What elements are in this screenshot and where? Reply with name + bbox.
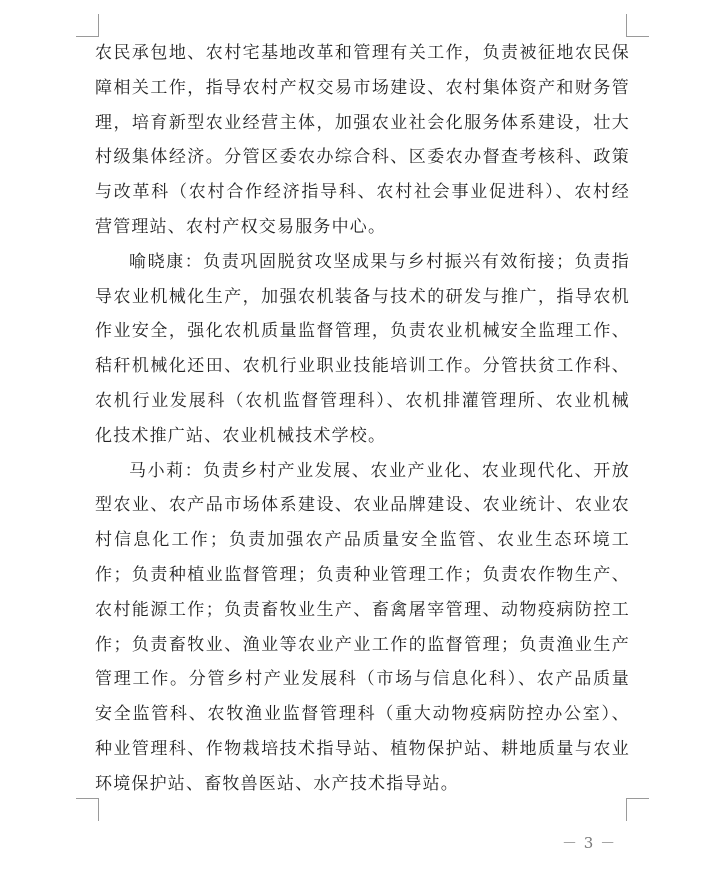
paragraph-ma-xiaoli: 马小莉：负责乡村产业发展、农业产业化、农业现代化、开放型农业、农产品市场体系建设、农业品牌建设、农业统计、农业农村信息化工作；负责加强农产品质量安全监管、农业生态环境工作；负责种植业监督管理；负责种业管理工作；负责农作物生产、农村能源工作；负责畜牧业生产、畜禽屠宰管理、动物疫病防控工作；负责畜牧业、渔业等农业产业工作的监督管理；负责渔业生产管理工作。分管乡村产业发展科（市场与信息化科）、农产品质量安全监管科、农牧渔业监督管理科（重大动物疫病防控办公室）、种业管理科、作物栽培技术指导站、植物保护站、耕地质量与农业环境保护站、畜牧兽医站、水产技术指导站。 [95, 460, 630, 794]
paragraph-yu-xiaokang: 喻晓康：负责巩固脱贫攻坚成果与乡村振兴有效衔接；负责指导农业机械化生产，加强农机装备与技术的研发与推广，指导农机作业安全，强化农机质量监督管理，负责农业机械安全监理工作、秸秆机械化还田、农机行业职业技能培训工作。分管扶贫工作科、农机行业发展科（农机监督管理科）、农机排灌管理所、农业机械化技术推广站、农业机械技术学校。 [95, 251, 630, 446]
crop-mark-top-right [626, 14, 649, 37]
paragraph-continued: 农民承包地、农村宅基地改革和管理有关工作，负责被征地农民保障相关工作，指导农村产权交易市场建设、农村集体资产和财务管理，培育新型农业经营主体，加强农业社会化服务体系建设，壮大村级集体经济。分管区委农办综合科、区委农办督查考核科、政策与改革科（农村合作经济指导科、农村社会事业促进科）、农村经营管理站、农村产权交易服务中心。 [95, 43, 630, 237]
page-number: － 3 － [562, 834, 617, 852]
crop-mark-top-left [76, 14, 99, 37]
document-body [95, 36, 630, 802]
